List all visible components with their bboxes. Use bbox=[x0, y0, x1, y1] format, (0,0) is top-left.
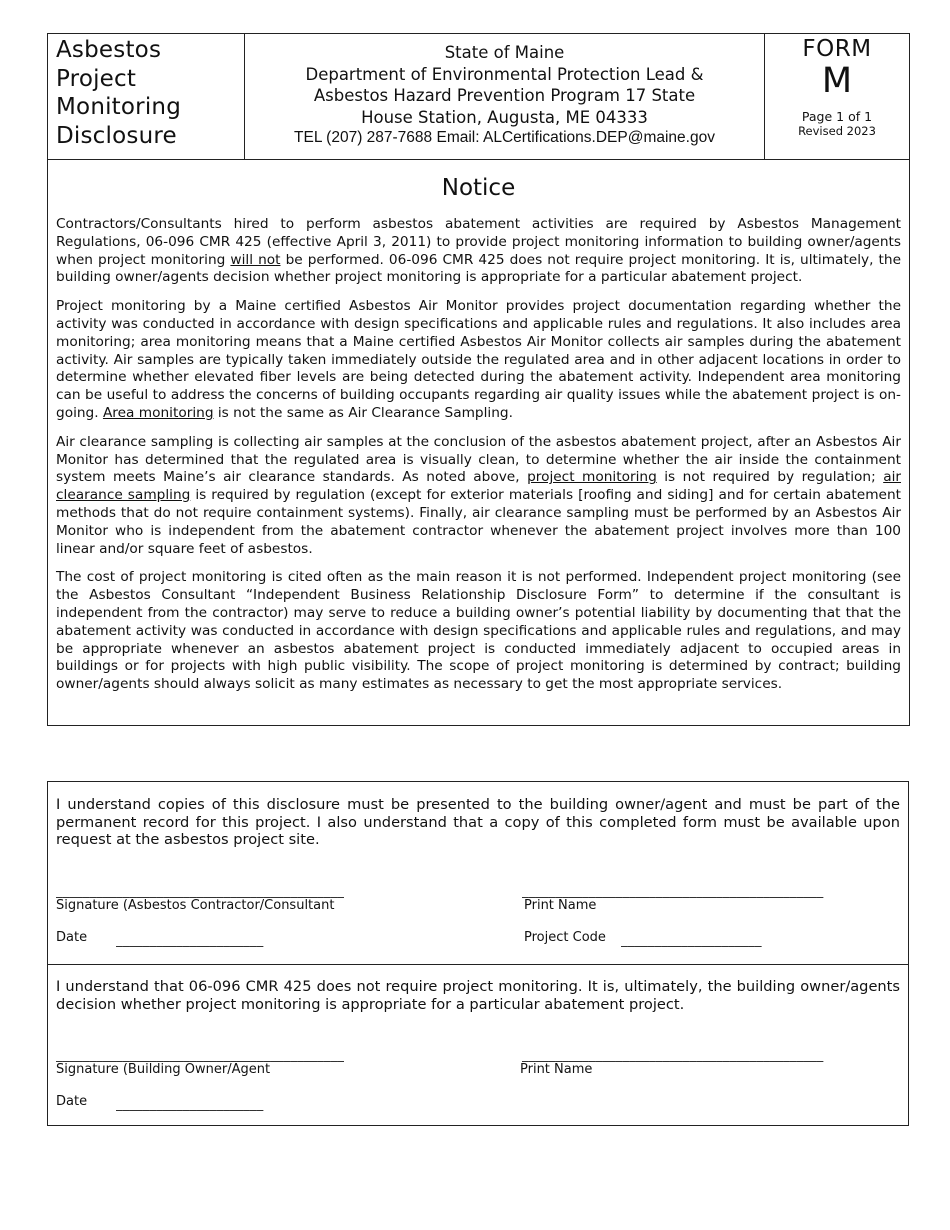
contractor-print-name-label: Print Name bbox=[524, 898, 597, 913]
project-code-label: Project Code bbox=[524, 930, 606, 945]
form-title-line: Monitoring bbox=[56, 94, 181, 120]
form-label: FORM bbox=[802, 36, 872, 62]
agency-line: House Station, Augusta, ME 04333 bbox=[361, 107, 648, 127]
form-title bbox=[48, 34, 245, 159]
underlined-text: will not bbox=[230, 251, 281, 268]
underlined-text: project monitoring bbox=[527, 469, 657, 486]
notice-paragraph-2 bbox=[56, 298, 901, 423]
text-run: Project monitoring by a Maine certified Asbestos Air Monitor provides project documentation regarding whether the activity was conducted in accordance with design specifications and applicable rules and regulations. It also includes area monitoring; area monitoring means that a Maine certified Asbestos Air Monitor collects air samples during the abatement activity. Air samples are typically taken immediately outside the regulated area and in other adjacent locations in order to determine whether elevated fiber levels are being detected during the abatement activity. Independent area monitoring can be useful to address the concerns of building occupants regarding air quality issues while the abatement project is on-going. bbox=[56, 298, 901, 421]
form-id-block bbox=[765, 34, 909, 159]
text-run: is not the same as Air Clearance Sampling. bbox=[213, 404, 513, 421]
owner-signature-line[interactable]: ___________________________________________ bbox=[56, 1049, 345, 1063]
form-header bbox=[47, 33, 910, 160]
acknowledgement-box bbox=[47, 781, 909, 1126]
notice-section bbox=[47, 159, 910, 726]
contractor-signature-label: Signature (Asbestos Contractor/Consultant bbox=[56, 898, 335, 913]
contractor-signature-line[interactable]: ___________________________________________ bbox=[56, 885, 345, 899]
owner-signature-label: Signature (Building Owner/Agent bbox=[56, 1062, 271, 1077]
agency-line: Department of Environmental Protection Lead & bbox=[305, 64, 704, 84]
contractor-date-label: Date bbox=[56, 930, 88, 945]
text-run: be performed. 06-096 CMR 425 does not require project monitoring. It is, ultimately, the building owner/agents decision whether project monitoring is appropriate for a particular abatement project. bbox=[56, 251, 901, 286]
contractor-print-name-line[interactable]: _____________________________________________ bbox=[522, 885, 824, 899]
owner-date-line[interactable]: ______________________ bbox=[116, 1098, 264, 1112]
agency-info bbox=[245, 34, 765, 159]
contractor-acknowledgement bbox=[48, 782, 908, 965]
underlined-text: air clearance sampling bbox=[56, 469, 902, 504]
form-letter: M bbox=[821, 61, 853, 101]
project-code-line[interactable]: _____________________ bbox=[621, 934, 762, 948]
notice-paragraph-3 bbox=[56, 434, 901, 559]
agency-line: Asbestos Hazard Prevention Program 17 State bbox=[313, 86, 696, 105]
text-run: is required by regulation (except for exterior materials [roofing and siding] and for certain abatement methods that do not require containment systems). Finally, air clearance sampling must be performed by an Asbestos Air Monitor who is independent from the abatement contractor whenever the abatement project involves more than 100 linear and/or square feet of asbestos. bbox=[56, 487, 901, 557]
notice-heading: Notice bbox=[441, 175, 516, 201]
text-run: Contractors/Consultants hired to perform asbestos abatement activities are required by Asbestos Management Regulations, 06-096 CMR 425 (effective April 3, 2011) to provide project monitoring information to building owner/agents when project monitoring bbox=[56, 216, 901, 268]
owner-ack-text: I understand that 06-096 CMR 425 does not require project monitoring. It is, ultimately, the building owner/agents decision whether project monitoring is appropriate for a particular abatement project. bbox=[56, 978, 900, 1013]
contractor-ack-text: I understand copies of this disclosure must be presented to the building owner/agent and must be part of the permanent record for this project. I also understand that a copy of this completed form must be available upon request at the asbestos project site. bbox=[56, 796, 900, 848]
form-title-line: Project bbox=[56, 65, 137, 92]
agency-contact: TEL (207) 287-7688 Email: ALCertifications.DEP@maine.gov bbox=[294, 129, 715, 146]
agency-line: State of Maine bbox=[444, 43, 565, 62]
owner-date-label: Date bbox=[56, 1094, 88, 1109]
form-title-line: Asbestos bbox=[56, 37, 162, 63]
owner-acknowledgement bbox=[48, 965, 908, 1125]
notice-paragraph-4: The cost of project monitoring is cited often as the main reason it is not performed. Independent project monitoring (see the Asbestos Consultant “Independent Business Relationship Disclosure Form” to determine if the consultant is independent from the contractor) may serve to reduce a building owner’s potential liability by documenting that that the abatement activity was conducted in accordance with design specifications and applicable rules and regulations, and may be appropriate whenever an asbestos abatement project is conducted immediately adjacent to occupied areas in buildings or for projects with high public visibility. The scope of project monitoring is determined by contract; building owner/agents should always solicit as many estimates as necessary to get the most appropriate services. bbox=[56, 569, 901, 693]
underlined-text: Area monitoring bbox=[102, 404, 214, 421]
text-run: Air clearance sampling is collecting air samples at the conclusion of the asbestos abatement project, after an Asbestos Air Monitor has determined that the regulated area is visually clean, to determine whether the air inside the containment system meets Maine’s air clearance standards. As noted above, bbox=[56, 433, 901, 486]
contractor-date-line[interactable]: ______________________ bbox=[116, 934, 264, 948]
revision-date: Revised 2023 bbox=[798, 124, 876, 138]
notice-paragraph-1 bbox=[56, 216, 901, 287]
text-run: is not required by regulation; bbox=[656, 469, 884, 486]
page-number: Page 1 of 1 bbox=[801, 109, 873, 124]
form-title-line: Disclosure bbox=[56, 122, 177, 149]
owner-print-name-label: Print Name bbox=[520, 1062, 593, 1077]
owner-print-name-line[interactable]: _____________________________________________ bbox=[522, 1049, 824, 1063]
